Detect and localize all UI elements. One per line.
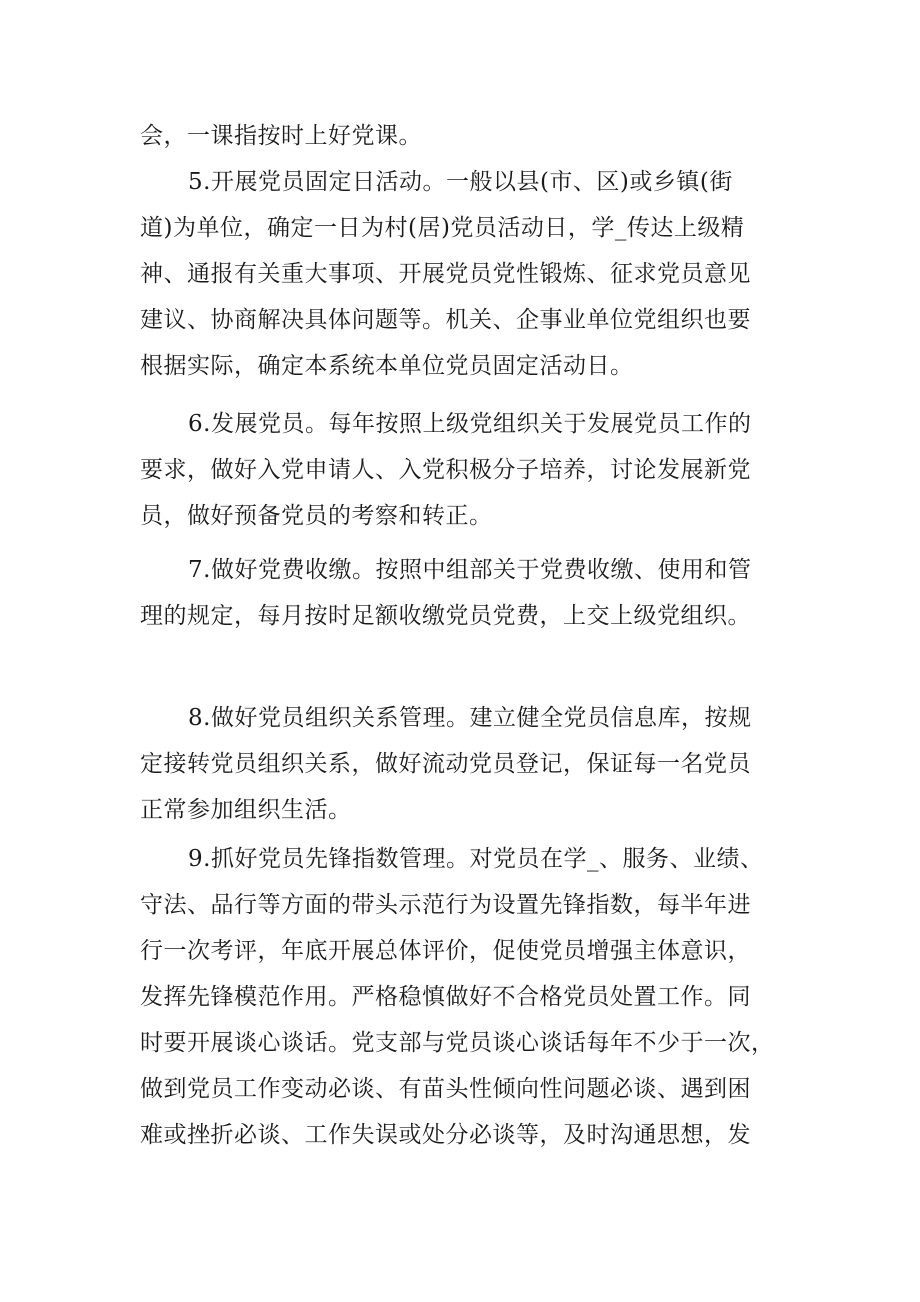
paragraph-5 <box>140 159 790 389</box>
text-line: 做到党员工作变动必谈、有苗头性倾向性问题必谈、遇到困 <box>140 1076 751 1102</box>
paragraph-8 <box>140 695 790 833</box>
text-line: 难或挫折必谈、工作失误或处分必谈等，及时沟通思想，发 <box>140 1122 751 1148</box>
text-line: 理的规定，每月按时足额收缴党员党费，上交上级党组织。 <box>140 603 751 629</box>
text-line: 神、通报有关重大事项、开展党员党性锻炼、征求党员意见 <box>140 261 751 287</box>
text-line: 9.抓好党员先锋指数管理。对党员在学_、服务、业绩、 <box>188 846 764 872</box>
text-line: 建议、协商解决具体问题等。机关、企事业单位党组织也要 <box>140 307 751 333</box>
text-line: 时要开展谈心谈话。党支部与党员谈心谈话每年不少于一次， <box>140 1030 775 1056</box>
text-line: 要求，做好入党申请人、入党积极分子培养，讨论发展新党 <box>140 457 751 483</box>
text-line: 道)为单位，确定一日为村(居)党员活动日，学_传达上级精 <box>140 215 745 241</box>
text-line: 守法、品行等方面的带头示范行为设置先锋指数，每半年进 <box>140 892 751 918</box>
text-line: 员，做好预备党员的考察和转正。 <box>140 503 493 529</box>
text-line: 8.做好党员组织关系管理。建立健全党员信息库，按规 <box>188 705 752 731</box>
text-line: 会，一课指按时上好党课。 <box>140 123 422 149</box>
text-line: 6.发展党员。每年按照上级党组织关于发展党员工作的 <box>188 411 752 437</box>
text-line: 定接转党员组织关系，做好流动党员登记，保证每一名党员 <box>140 751 751 777</box>
text-line: 根据实际，确定本系统本单位党员固定活动日。 <box>140 353 634 379</box>
text-line: 5.开展党员固定日活动。一般以县(市、区)或乡镇(街 <box>188 169 733 195</box>
text-line: 正常参加组织生活。 <box>140 797 352 823</box>
paragraph-7 <box>140 547 790 639</box>
paragraph-9 <box>140 836 790 1158</box>
text-line: 发挥先锋模范作用。严格稳慎做好不合格党员处置工作。同 <box>140 984 751 1010</box>
paragraph-continuation <box>140 113 790 159</box>
paragraph-6 <box>140 401 790 539</box>
text-line: 7.做好党费收缴。按照中组部关于党费收缴、使用和管 <box>188 557 752 583</box>
text-line: 行一次考评，年底开展总体评价，促使党员增强主体意识， <box>140 938 751 964</box>
